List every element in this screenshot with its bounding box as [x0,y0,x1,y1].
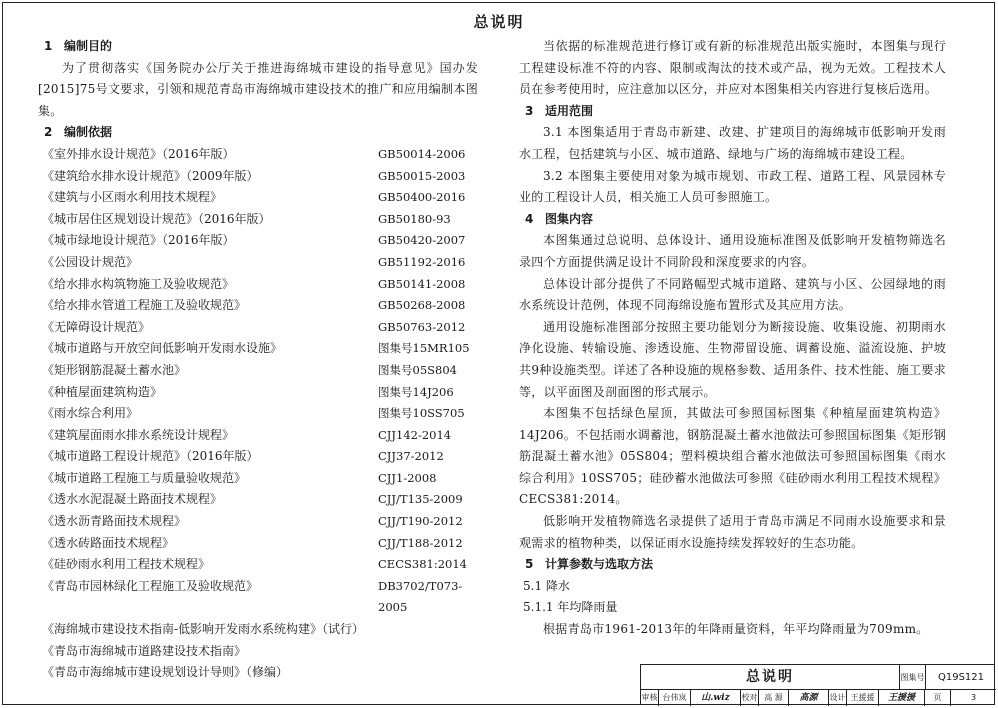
reference-item [38,230,478,252]
section-1-heading: 1 编制目的 [44,39,113,53]
section-4-paragraph-5: 低影响开发植物筛选名录提供了适用于青岛市满足不同雨水设施要求和景观需求的植物种类，以保证雨水设施持续发挥较好的生态功能。 [519,514,946,550]
reference-item [38,489,478,511]
review-label: 审核 [641,690,659,706]
section-5-1-heading: 5.1 降水 [523,578,570,593]
reference-name: 《青岛市海绵城市建设规划设计导则》（修编） [42,665,289,680]
reference-code: DB3702/T073-2005 [378,578,463,615]
section-4-heading: 4 图集内容 [525,211,594,226]
design-label: 设计 [829,690,847,706]
reference-item [38,382,478,404]
reference-code: CJJ/T188-2012 [378,535,463,550]
page-title: 总说明 [473,13,525,31]
reference-code: 图集号14J206 [378,384,454,399]
reference-name: 《给水排水构筑物施工及验收规范》 [42,276,235,291]
section-4-paragraph-2: 总体设计部分提供了不同路幅型式城市道路、建筑与小区、公园绿地的雨水系统设计范例，体现不同海绵设施布置形式及其应用方法。 [519,276,946,313]
section-3-paragraph-1: 3.1 本图集适用于青岛市新建、改建、扩建项目的海绵城市低影响开发雨水工程，包括建筑与小区、城市道路、绿地与广场的海绵城市建设工程。 [519,125,946,161]
reference-name: 《雨水综合利用》 [42,406,139,421]
reference-name: 《透水沥青路面技术规程》 [42,514,187,529]
reference-name: 《海绵城市建设技术指南-低影响开发雨水系统构建》（试行） [42,622,365,637]
reference-code: 图集号15MR105 [378,341,470,356]
reference-code: CECS381:2014 [378,557,467,572]
reference-name: 《室外排水设计规范》（2016年版） [42,146,235,161]
reference-name: 《青岛市园林绿化工程施工及验收规范》 [42,578,259,593]
reference-code: CJJ1-2008 [378,470,437,485]
reference-code: CJJ142-2014 [378,427,452,442]
reference-item [38,166,478,188]
reference-item [38,317,478,339]
reference-item [38,252,478,274]
reference-item [38,338,478,360]
reviewer-name: 台伟岚 [659,690,691,706]
reference-name: 《城市居住区规划设计规范》（2016年版） [42,211,271,226]
reference-item [38,187,478,209]
designer-signature: 王援援 [879,690,925,706]
reference-item [38,619,478,641]
title-block [640,664,995,705]
reference-code: GB50763-2012 [378,319,466,334]
reference-name: 《城市道路工程施工与质量验收规范》 [42,470,247,485]
reference-item [38,511,478,533]
section-4-paragraph-4: 本图集不包括绿色屋顶，其做法可参照国标图集《种植屋面建筑构造》14J206。不包括雨水调蓄池，钢筋混凝土蓄水池做法可参照国标图集《矩形钢筋混凝土蓄水池》05S804；塑料模块组合蓄水池做法可参照国标图集《雨水综合利用》10SS705；硅砂蓄水池做法可参照《硅砂雨水利用工程技术规程》CECS381:2014。 [519,406,946,507]
reference-item [38,144,478,166]
reference-name: 《建筑给水排水设计规范》（2009年版） [42,168,259,183]
reference-name: 《硅砂雨水利用工程技术规程》 [42,557,211,572]
section-5-paragraph: 根据青岛市1961-2013年的年降雨量资料，年平均降雨量为709mm。 [543,622,929,637]
section-1-paragraph: 为了贯彻落实《国务院办公厅关于推进海绵城市建设的指导意见》国办发[2015]75号文要求，引领和规范青岛市海绵城市建设技术的推广和应用编制本图集。 [38,60,478,118]
section-2-heading: 2 编制依据 [44,125,113,140]
reference-item [38,295,478,317]
reference-code: 图集号10SS705 [378,406,465,421]
reference-name: 《公园设计规范》 [42,254,139,269]
section-3-paragraph-2: 3.2 本图集主要使用对象为城市规划、市政工程、道路工程、风景园林专业的工程设计人员，相关施工人员可参照施工。 [519,168,946,205]
section-5-1-1-heading: 5.1.1 年均降雨量 [523,600,618,615]
reference-code: GB50420-2007 [378,233,466,248]
reference-name: 《透水砖路面技术规程》 [42,535,175,550]
reference-name: 《青岛市海绵城市道路建设技术指南》 [42,643,247,658]
title-block-name: 总说明 [641,665,900,690]
reference-name: 《建筑与小区雨水利用技术规程》 [42,190,223,205]
reference-name: 《建筑屋面雨水排水系统设计规程》 [42,427,235,442]
page-number: 3 [970,693,977,702]
signature-row [641,690,996,706]
page-label: 页 [925,690,951,706]
section-4-paragraph-3: 通用设施标准图部分按照主要功能划分为断接设施、收集设施、初期雨水净化设施、转输设施、渗透设施、生物滞留设施、调蓄设施、溢流设施、护坡共9种设施类型。详述了各种设施的规格参数、适用条件、技术性能、施工要求等，以平面图及剖面图的形式展示。 [519,319,946,399]
reference-item [38,533,478,555]
section-5-heading: 5 计算参数与选取方法 [525,557,654,572]
reference-name: 《城市道路与开放空间低影响开发雨水设施》 [42,341,283,356]
reference-code: GB51192-2016 [378,254,466,269]
right-column [519,36,946,641]
checker-name: 高 源 [759,690,789,706]
section-4-paragraph-1: 本图集通过总说明、总体设计、通用设施标准图及低影响开发植物筛选名录四个方面提供满足设计不同阶段和深度要求的内容。 [519,233,946,269]
designer-name: 王援援 [847,690,879,706]
reference-item [38,403,478,425]
reference-code: GB50400-2016 [378,190,466,205]
reference-item [38,662,478,684]
reference-name: 《城市道路工程设计规范》（2016年版） [42,449,259,464]
check-label: 校对 [741,690,759,706]
section-2-continuation: 当依据的标准规范进行修订或有新的标准规范出版实施时，本图集与现行工程建设标准不符的内容、限制或淘汰的技术或产品，视为无效。工程技术人员在参考使用时，应注意加以区分，并应对本图集相关内容进行复核后选用。 [519,39,946,97]
reference-name: 《给水排水管道工程施工及验收规范》 [42,298,247,313]
reference-item [38,274,478,296]
reference-code: CJJ/T135-2009 [378,492,463,507]
reference-item [38,576,478,619]
reference-code: GB50014-2006 [378,146,466,161]
reference-name: 《城市绿地设计规范》（2016年版） [42,233,235,248]
checker-signature: 高源 [789,690,829,706]
reference-code: GB50268-2008 [378,298,466,313]
reference-item [38,360,478,382]
atlas-number-label: 图集号 [900,665,926,690]
reference-name: 《透水水泥混凝土路面技术规程》 [42,492,223,507]
left-column [38,36,478,684]
reference-code: GB50141-2008 [378,276,466,291]
reference-code: GB50180-93 [378,211,451,226]
reference-code: GB50015-2003 [378,168,466,183]
reference-item [38,554,478,576]
reference-name: 《种植屋面建筑构造》 [42,384,163,399]
reference-item [38,446,478,468]
reference-item [38,641,478,663]
reference-list [38,144,478,684]
reference-code: CJJ/T190-2012 [378,514,463,529]
reference-code: CJJ37-2012 [378,449,444,464]
reference-name: 《矩形钢筋混凝土蓄水池》 [42,362,187,377]
section-3-heading: 3 适用范围 [525,103,594,118]
reference-item [38,209,478,231]
reference-item [38,468,478,490]
atlas-number: Q19S121 [926,665,996,690]
reference-item [38,425,478,447]
reviewer-signature: 山.wiz [691,690,741,706]
reference-name: 《无障碍设计规范》 [42,319,151,334]
reference-code: 图集号05S804 [378,362,457,377]
